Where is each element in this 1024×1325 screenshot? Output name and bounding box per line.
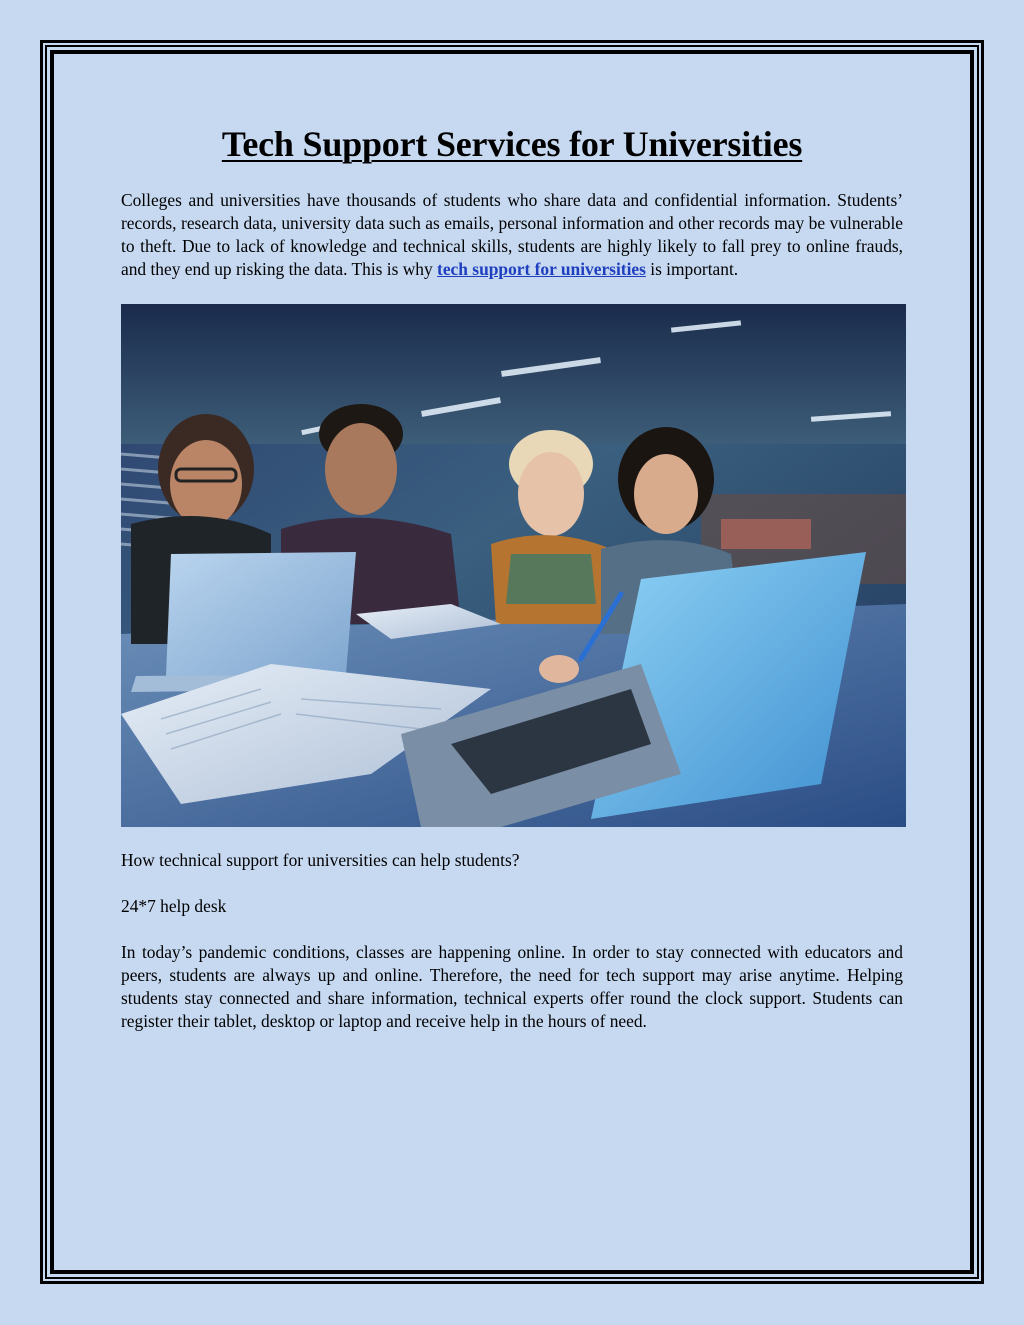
intro-paragraph xyxy=(121,189,903,281)
intro-text-before-link: Colleges and universities have thousands of students who share data and confidential information. Students’ records, research data, university data such as emails, personal information and other records may be vulnerable to theft. Due to lack of knowledge and technical skills, students are highly likely to fall prey to online frauds, and they end up risking the data. This is why xyxy=(121,190,903,279)
question-line: How technical support for universities can help students? xyxy=(121,850,520,870)
document-content xyxy=(121,118,903,1033)
intro-text-after-link: is important. xyxy=(645,259,739,279)
document-title: Tech Support Services for Universities xyxy=(221,124,803,164)
section-heading: 24*7 help desk xyxy=(121,896,227,916)
students-with-laptops-photo xyxy=(121,304,906,827)
tech-support-link[interactable]: tech support for universities xyxy=(437,259,646,279)
section-body: In today’s pandemic conditions, classes are happening online. In order to stay connected with educators and peers, students are always up and online. Therefore, the need for tech support may arise anytime. Helping students stay connected and share information, technical experts offer round the clock support. Students can register their tablet, desktop or laptop and receive help in the hours of need. xyxy=(121,942,903,1031)
